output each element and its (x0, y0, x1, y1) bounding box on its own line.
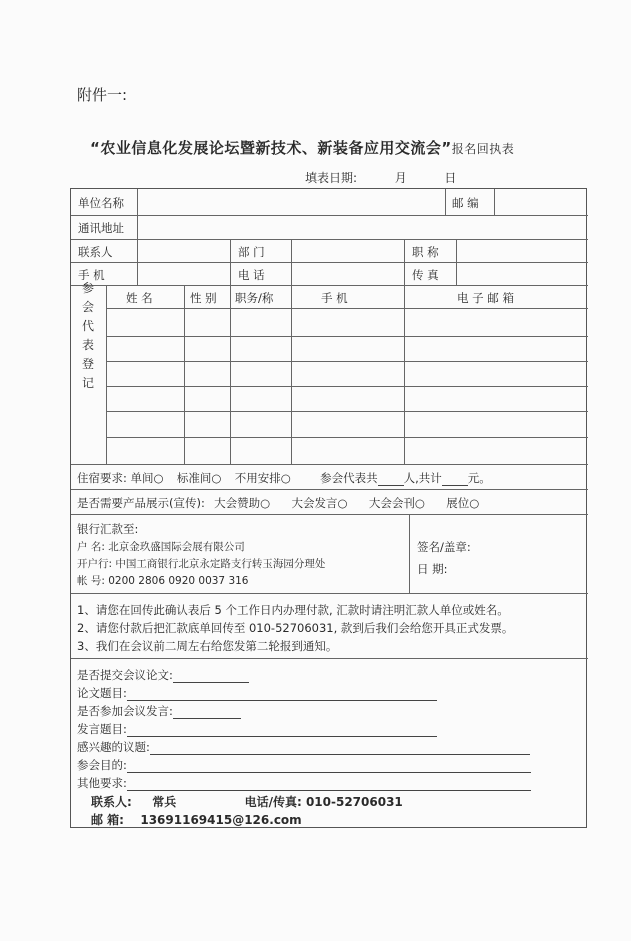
form-title (90, 137, 514, 158)
fill-date-label: 填表日期: (305, 171, 358, 185)
paper-title-row (77, 685, 437, 701)
submit-paper-row (77, 667, 249, 683)
other-blank[interactable] (127, 779, 531, 791)
count-prefix: 参会代表共 (320, 471, 378, 485)
submit-paper-label: 是否提交会议论文: (77, 668, 173, 682)
option-sponsor[interactable]: 大会赞助○ (214, 496, 271, 510)
product-display-row (77, 495, 479, 511)
attachment-label: 附件一: (77, 86, 128, 104)
bank-account-no: 帐 号: 0200 2806 0920 0037 316 (77, 575, 249, 587)
lodging-row (77, 470, 491, 486)
note-2: 2、请您付款后把汇款底单回传至 010-52706031, 款到后我们会给您开具正式发票。 (77, 621, 514, 635)
footer-phone-label: 电话/传真: (244, 795, 302, 809)
speak-row (77, 703, 241, 719)
footer-email-label: 邮 箱: (91, 813, 124, 827)
registration-form (70, 188, 587, 828)
product-display-label: 是否需要产品展示(宣传): (77, 496, 205, 510)
paper-title-label: 论文题目: (77, 686, 127, 700)
footer-contact-label: 联系人: (91, 795, 132, 809)
purpose-blank[interactable] (127, 761, 531, 773)
topics-blank[interactable] (150, 743, 530, 755)
topics-label: 感兴趣的议题: (77, 740, 150, 754)
lodging-none-option[interactable]: 不用安排○ (234, 471, 291, 485)
phone-label: 电 话 (238, 268, 265, 282)
count-suffix: 人,共计 (403, 471, 442, 485)
footer-phone: 010-52706031 (305, 795, 403, 809)
postcode-label: 邮 编 (452, 196, 479, 210)
yuan-label: 元。 (467, 471, 491, 485)
speech-title-row (77, 721, 437, 737)
other-label: 其他要求: (77, 776, 127, 790)
submit-paper-blank[interactable] (173, 671, 249, 683)
address-label: 通讯地址 (78, 221, 124, 235)
note-3: 3、我们在会议前二周左右给您发第二轮报到通知。 (77, 639, 338, 653)
footer-contact-row (91, 793, 403, 810)
header-gender: 性 别 (190, 291, 217, 305)
option-speech[interactable]: 大会发言○ (291, 496, 348, 510)
other-row (77, 775, 531, 791)
speech-title-blank[interactable] (127, 725, 437, 737)
option-booth[interactable]: 展位○ (446, 496, 480, 510)
speak-label: 是否参加会议发言: (77, 704, 173, 718)
bank-title: 银行汇款至: (77, 522, 139, 536)
speech-title-label: 发言题目: (77, 722, 127, 736)
lodging-standard-option[interactable]: 标准间○ (176, 471, 222, 485)
fill-date (305, 169, 456, 186)
purpose-row (77, 757, 531, 773)
speak-blank[interactable] (173, 707, 241, 719)
lodging-single-option[interactable]: 单间○ (130, 471, 164, 485)
footer-email-row (91, 811, 302, 828)
header-mobile: 手 机 (321, 291, 348, 305)
sign-stamp-label: 签名/盖章: (417, 540, 471, 554)
option-journal[interactable]: 大会会刊○ (368, 496, 425, 510)
bank-account-name: 户 名: 北京金玖盛国际会展有限公司 (77, 541, 245, 553)
purpose-label: 参会目的: (77, 758, 127, 772)
header-email: 电 子 邮 箱 (457, 291, 514, 305)
mobile-label: 手 机 (78, 268, 105, 282)
total-blank[interactable] (442, 474, 468, 486)
department-label: 部 门 (238, 245, 265, 259)
lodging-label: 住宿要求: (77, 471, 127, 485)
footer-email[interactable]: 13691169415@126.com (140, 813, 302, 827)
note-1: 1、请您在回传此确认表后 5 个工作日内办理付款, 汇款时请注明汇款人单位或姓名。 (77, 603, 509, 617)
sign-date-label: 日 期: (417, 562, 448, 576)
header-title: 职务/称 (235, 291, 274, 305)
fill-date-day: 日 (444, 171, 457, 185)
fax-label: 传 真 (412, 268, 439, 282)
fill-date-month: 月 (394, 171, 407, 185)
title-main: “农业信息化发展论坛暨新技术、新装备应用交流会” (90, 139, 452, 157)
footer-contact-name: 常兵 (152, 795, 177, 809)
position-label: 职 称 (412, 245, 439, 259)
topics-row (77, 739, 530, 755)
title-suffix: 报名回执表 (451, 142, 515, 156)
unit-name-label: 单位名称 (78, 196, 124, 210)
header-name: 姓 名 (126, 291, 153, 305)
bank-name: 开户行: 中国工商银行北京永定路支行转玉海园分理处 (77, 558, 326, 570)
paper-title-blank[interactable] (127, 689, 437, 701)
contact-label: 联系人 (78, 245, 113, 259)
delegates-side-label: 参会代表登记 (81, 281, 94, 390)
count-blank[interactable] (378, 474, 404, 486)
